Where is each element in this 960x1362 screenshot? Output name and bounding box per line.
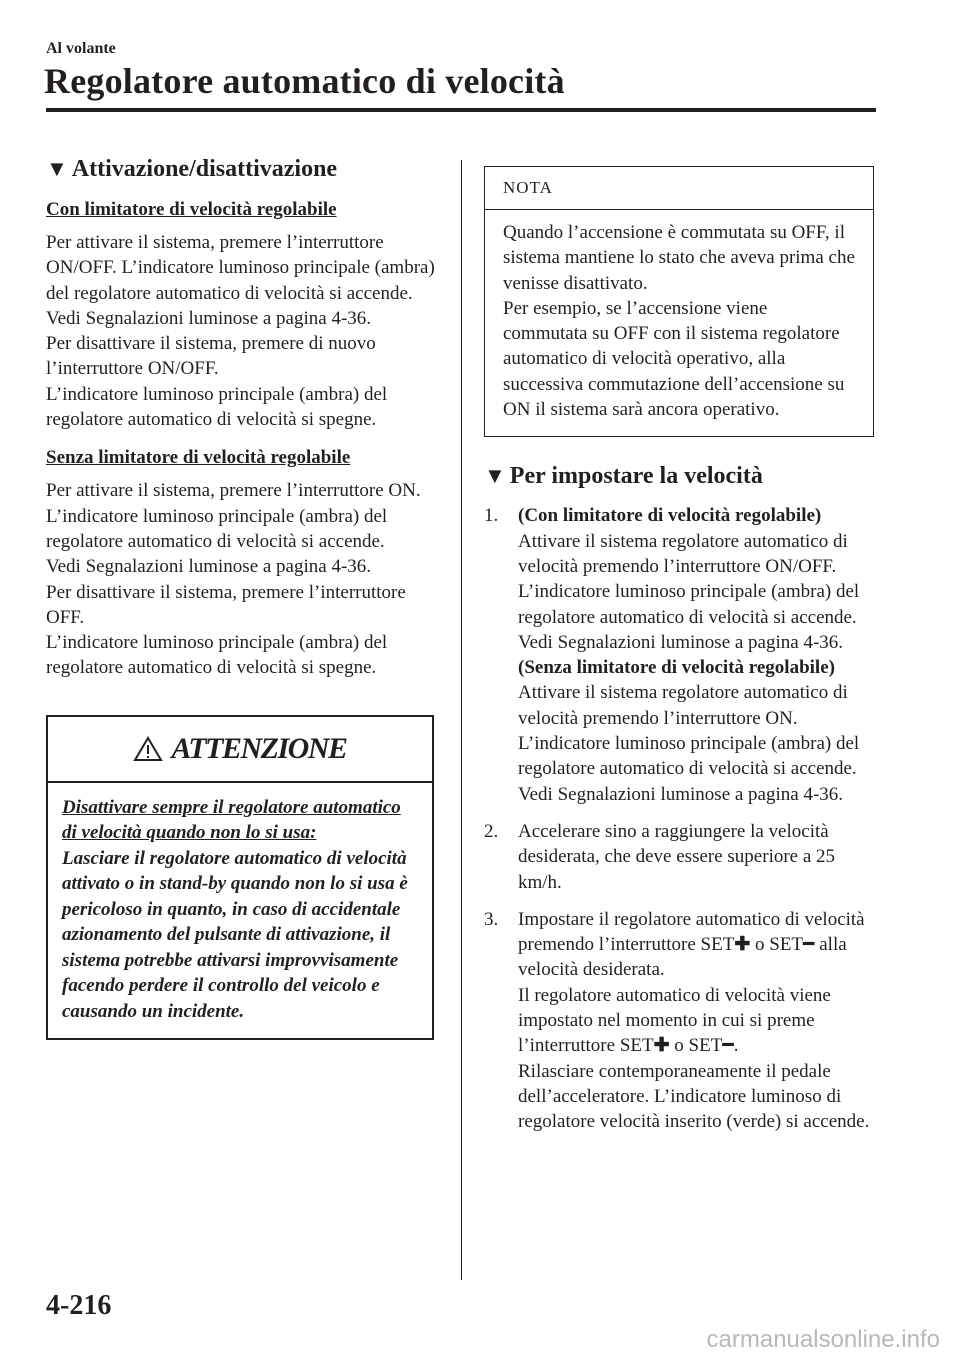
section-title-set-speed: ▼ Per impostare la velocità (484, 463, 763, 490)
column-divider (461, 160, 462, 1280)
warning-box (46, 715, 434, 1041)
paragraph: Per attivare il sistema, premere l’interruttore ON. L’indicatore luminoso principale (ambra) del regolatore automatico di velocità si accende. Vedi Segnalazioni luminose a pagina 4-36. Per disattivare il sistema, premere l’interruttore OFF. L’indicatore luminoso principale (ambra) del regolatore automatico di velocità si spegne. (46, 480, 421, 679)
list-item: 3. Impostare il regolatore automatico di velocità premendo l’interruttore SET✚ o SET━ alla velocità desiderata. Il regolatore automatico di velocità viene impostato nel momento in cui si preme l’interruttore SET✚ o SET━. Rilasciare contemporaneamente il pedale dell’acceleratore. L’indicatore luminoso di regolatore velocità inserito (verde) si accende. (484, 908, 870, 1133)
plus-icon: ✚ (734, 934, 751, 956)
section-title-activation: ▼ Attivazione/disattivazione (46, 156, 338, 182)
minus-icon: ━ (722, 1035, 734, 1057)
subtitle-without-limiter: Senza limitatore di velocità regolabile (46, 447, 351, 469)
warning-triangle-icon (133, 736, 163, 762)
note-header: NOTA (485, 167, 873, 210)
warning-header (48, 717, 432, 783)
page-number: 4-216 (46, 1290, 112, 1321)
note-body: Quando l’accensione è commutata su OFF, il sistema mantiene lo stato che aveva prima che venisse disattivato. Per esempio, se l’accensione viene commutata su OFF con il sistema regolatore automatico di velocità operativo, alla successiva commutazione dell’accensione su ON il sistema sarà ancora operativo. (503, 222, 855, 421)
left-column (46, 152, 441, 1040)
warning-label: ATTENZIONE (171, 731, 347, 765)
watermark: carmanualsonline.info (706, 1326, 940, 1353)
steps-list (484, 503, 876, 1134)
paragraph: Per attivare il sistema, premere l’interruttore ON/OFF. L’indicatore luminoso principale (ambra) del regolatore automatico di velocità si accende. Vedi Segnalazioni luminose a pagina 4-36. Per disattivare il sistema, premere di nuovo l’interruttore ON/OFF. L’indicatore luminoso principale (ambra) del regolatore automatico di velocità si spegne. (46, 232, 435, 431)
subtitle-with-limiter: Con limitatore di velocità regolabile (46, 199, 337, 220)
list-item: 1. (Con limitatore di velocità regolabile) Attivare il sistema regolatore automatico di velocità premendo l’interruttore ON/OFF. L’indicatore luminoso principale (ambra) del regolatore automatico di velocità si accende. Vedi Segnalazioni luminose a pagina 4-36. (Senza limitatore di velocità regolabile) Attivare il sistema regolatore automatico di velocità premendo l’interruttore ON. L’indicatore luminoso principale (ambra) del regolatore automatico di velocità si accende. Vedi Segnalazioni luminose a pagina 4-36. (484, 505, 860, 805)
triangle-down-icon: ▼ (46, 156, 68, 181)
list-item: 2. Accelerare sino a raggiungere la velocità desiderata, che deve essere superiore a 25 km/h. (484, 820, 836, 893)
triangle-down-icon: ▼ (484, 463, 506, 489)
warning-body: Disattivare sempre il regolatore automatico di velocità quando non lo si usa: Lasciare il regolatore automatico di velocità attivato o in stand-by quando non lo si usa è pericoloso in quanto, in caso di accidentale azionamento del pulsante di attivazione, il sistema potrebbe attivarsi improvvisamente facendo perdere il controllo del veicolo e causando un incidente. (62, 796, 408, 1022)
note-box (484, 166, 874, 437)
right-column (484, 166, 876, 1147)
page-title: Regolatore automatico di velocità (44, 61, 565, 101)
minus-icon: ━ (803, 934, 815, 956)
header-section-label: Al volante (46, 40, 116, 57)
plus-icon: ✚ (653, 1035, 670, 1057)
header-rule (46, 108, 876, 112)
